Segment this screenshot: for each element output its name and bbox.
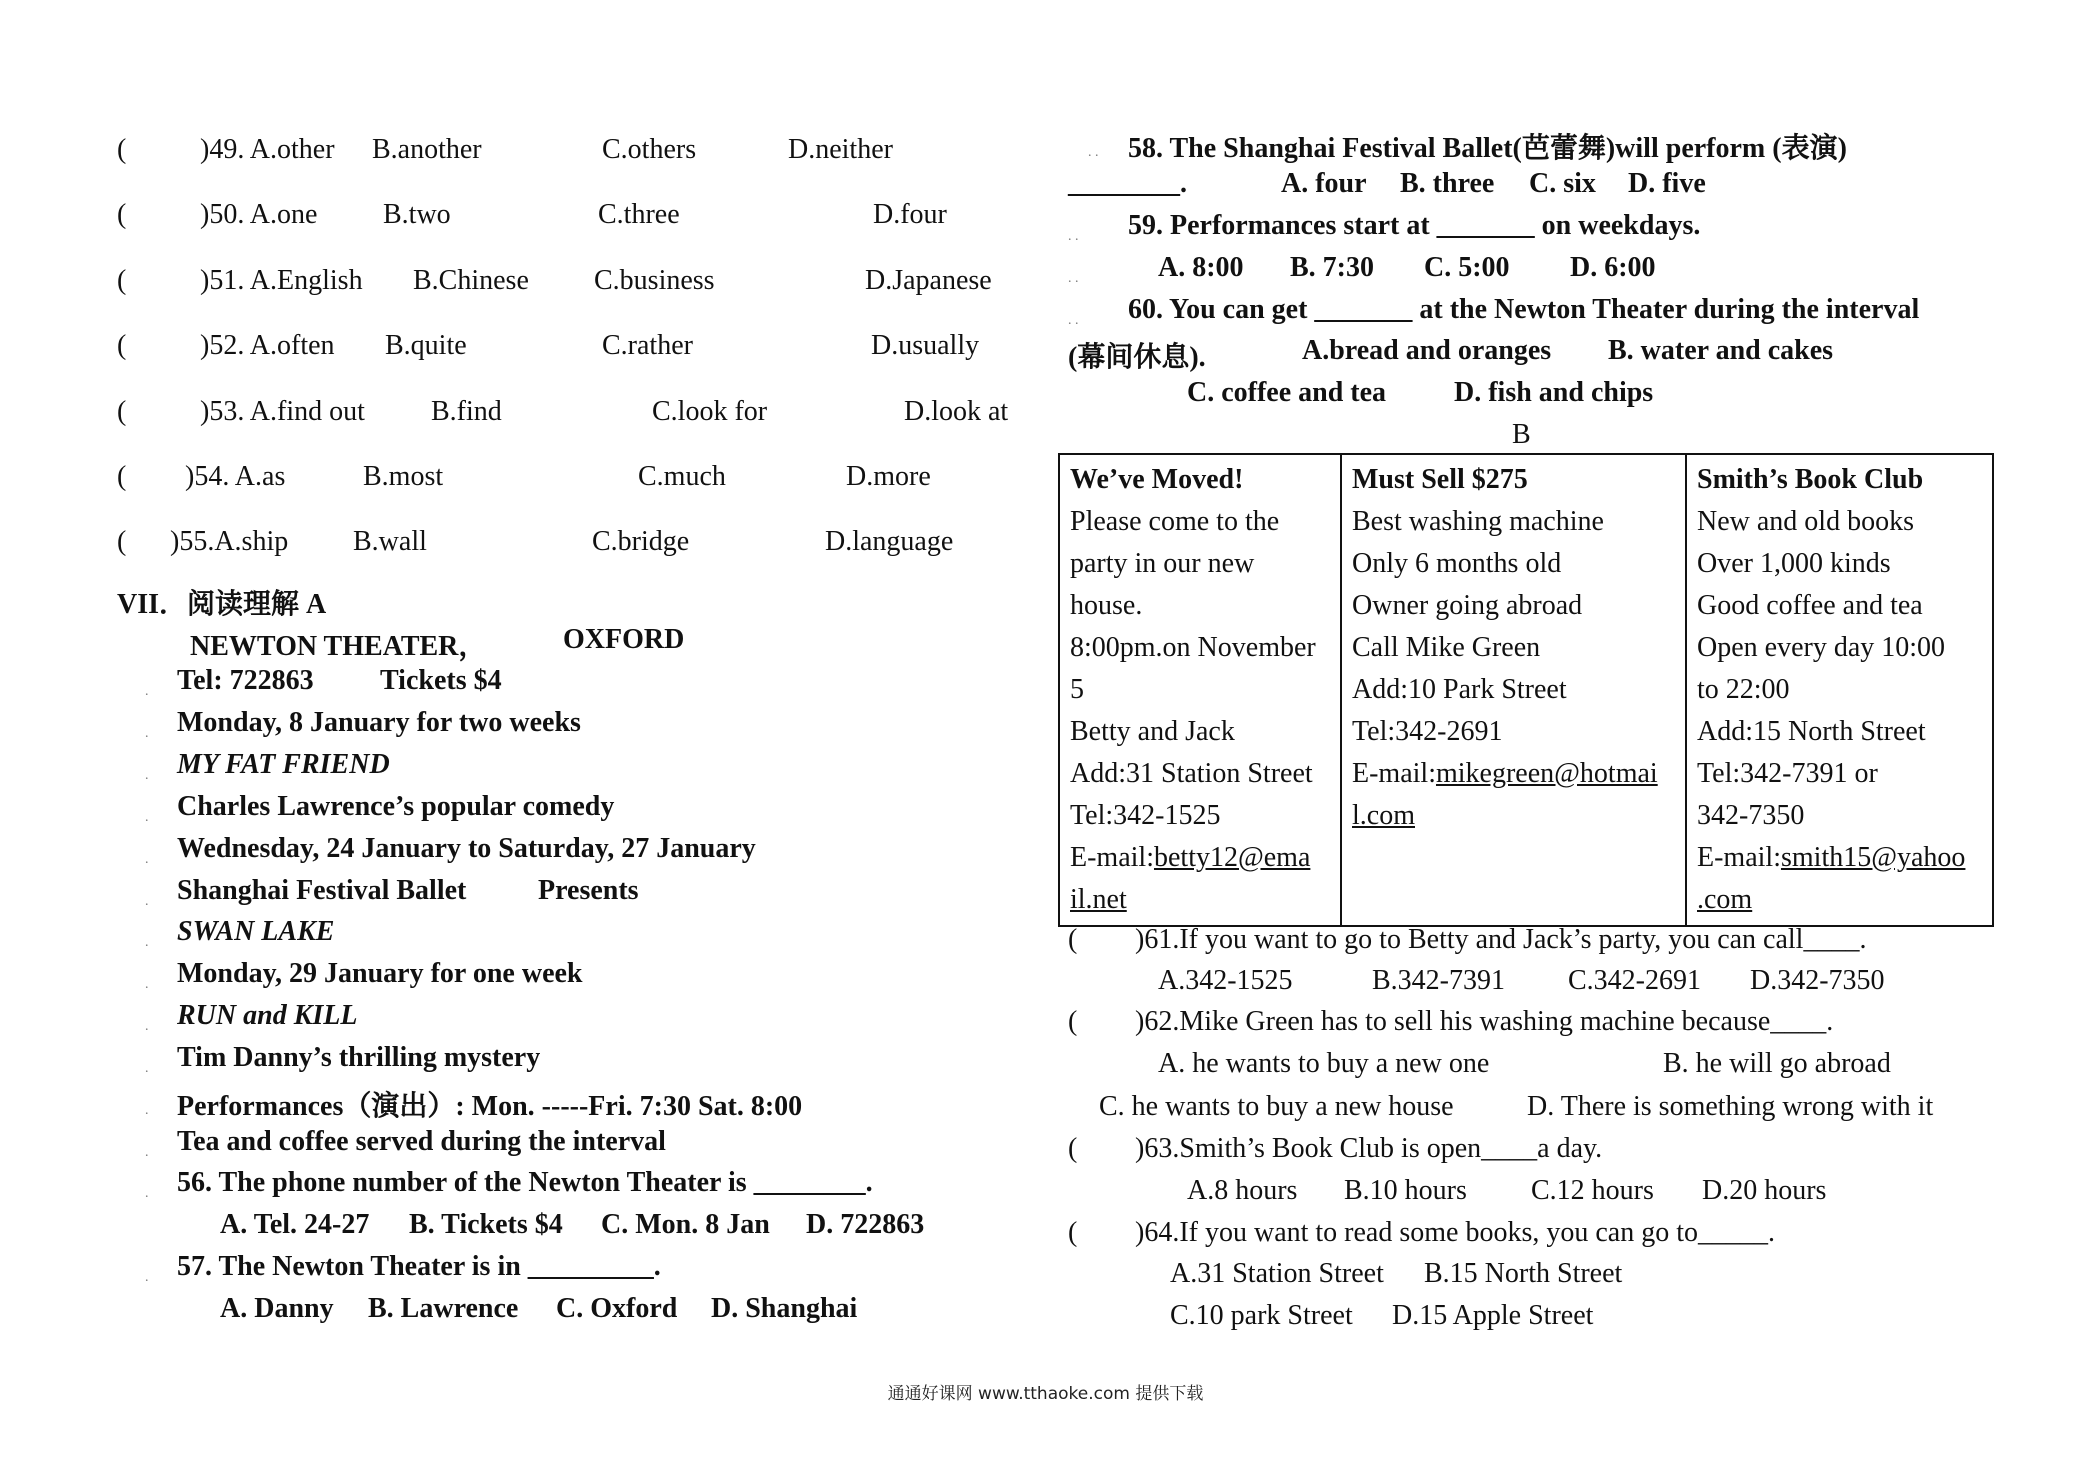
margin-mark: . . (1068, 229, 1079, 244)
ad-email: E-mail:betty12@ema (1070, 842, 1311, 873)
option-c: C.rather (602, 330, 693, 361)
schedule-line: Monday, 29 January for one week (177, 958, 583, 989)
margin-mark: . . (1088, 145, 1099, 160)
question-number: )49. A.other (200, 134, 335, 165)
show-description: Charles Lawrence’s popular comedy (177, 791, 615, 822)
margin-mark: . (145, 768, 149, 783)
option-b: B.wall (353, 526, 427, 557)
margin-mark: . (145, 977, 149, 992)
email-link[interactable]: mikegreen@hotmai (1435, 758, 1658, 789)
ad-line: Add:15 North Street (1697, 716, 1926, 747)
ad-moved (1059, 454, 1341, 926)
footer-credit: 通通好课网 www.tthaoke.com 提供下载 (887, 1384, 1204, 1404)
question-63: )63.Smith’s Book Club is open____a day. (1135, 1133, 1603, 1164)
option-c: C.others (602, 134, 697, 165)
option-d: D. five (1628, 168, 1706, 199)
margin-mark: . (145, 935, 149, 950)
email-link[interactable]: betty12@ema (1153, 842, 1311, 873)
option-b: B. 7:30 (1290, 252, 1374, 283)
option-d: D. There is something wrong with it (1527, 1091, 1934, 1122)
option-c: C.10 park Street (1170, 1300, 1353, 1331)
question-62: )62.Mike Green has to sell his washing machine because____. (1135, 1006, 1834, 1037)
option-d: D.neither (788, 134, 893, 165)
option-c: C. six (1529, 168, 1596, 199)
answer-paren: ( (117, 199, 127, 230)
show-title: SWAN LAKE (177, 916, 335, 947)
option-b: B.Chinese (413, 265, 529, 296)
option-c: C. he wants to buy a new house (1099, 1091, 1454, 1122)
option-d: D.four (873, 199, 947, 230)
question-60-cont: (幕间休息). (1068, 342, 1206, 373)
question-56: 56. The phone number of the Newton Theater is ________. (177, 1167, 873, 1198)
email-link-cont[interactable]: il.net (1070, 884, 1127, 915)
ad-line: Best washing machine (1352, 506, 1604, 537)
question-59: 59. Performances start at _______ on weekdays. (1128, 210, 1701, 241)
option-a: A. four (1281, 168, 1367, 199)
option-b: B.quite (385, 330, 467, 361)
schedule-line: Monday, 8 January for two weeks (177, 707, 581, 738)
ad-line: Only 6 months old (1352, 548, 1562, 579)
option-c: C. coffee and tea (1187, 377, 1387, 408)
option-d: D.language (825, 526, 954, 557)
option-b: B.find (431, 396, 502, 427)
question-number: )51. A.English (200, 265, 363, 296)
margin-mark: . (145, 1270, 149, 1285)
option-d: D.342-7350 (1750, 965, 1885, 996)
option-a: A.342-1525 (1158, 965, 1293, 996)
answer-paren: ( (1068, 1133, 1078, 1164)
question-58: 58. The Shanghai Festival Ballet(芭蕾舞)will perform (表演) (1128, 133, 1847, 164)
ad-line: Call Mike Green (1352, 632, 1541, 663)
option-a: A.31 Station Street (1170, 1258, 1384, 1289)
margin-mark: . (145, 1061, 149, 1076)
theater-name: NEWTON THEATER， (190, 631, 487, 662)
section-title: VII．阅读理解 A (117, 589, 327, 620)
ad-email: E-mail:mikegreen@hotmai (1352, 758, 1658, 789)
ads-table (1058, 453, 1994, 927)
ad-line: Good coffee and tea (1697, 590, 1923, 621)
answer-paren: ( (117, 526, 127, 557)
ad-line: Owner going abroad (1352, 590, 1583, 621)
option-d: D.look at (904, 396, 1009, 427)
theater-tel: Tel: 722863 (177, 665, 314, 696)
option-b: B.most (363, 461, 444, 492)
ad-line: Over 1,000 kinds (1697, 548, 1891, 579)
option-a: A. he wants to buy a new one (1158, 1048, 1490, 1079)
margin-mark: . (145, 810, 149, 825)
option-d: D.20 hours (1702, 1175, 1827, 1206)
option-d: D. 6:00 (1570, 252, 1656, 283)
answer-paren: ( (1068, 1217, 1078, 1248)
option-c: C. Mon. 8 Jan (601, 1209, 770, 1240)
ad-book-club (1686, 454, 1993, 926)
question-number: )54. A.as (185, 461, 286, 492)
option-d: D.15 Apple Street (1392, 1300, 1594, 1331)
option-d: D.Japanese (865, 265, 992, 296)
option-d: D.more (846, 461, 931, 492)
option-a: A. Tel. 24-27 (220, 1209, 370, 1240)
question-60: 60. You can get _______ at the Newton Theater during the interval (1128, 294, 1920, 325)
option-b: B. water and cakes (1608, 335, 1834, 366)
option-b: B. Tickets $4 (409, 1209, 563, 1240)
option-c: C.three (598, 199, 680, 230)
margin-mark: . (145, 684, 149, 699)
part-b-label: B (1512, 419, 1531, 450)
ballet-name: Shanghai Festival Ballet (177, 875, 467, 906)
option-b: B.342-7391 (1372, 965, 1505, 996)
show-title: RUN and KILL (177, 1000, 358, 1031)
performance-times: Performances（演出）: Mon. -----Fri. 7:30 Sat. 8:00 (177, 1091, 803, 1122)
option-b: B.two (383, 199, 451, 230)
answer-paren: ( (1068, 924, 1078, 955)
option-a: A.bread and oranges (1302, 335, 1552, 366)
ad-line: to 22:00 (1697, 674, 1790, 705)
theater-tickets: Tickets $4 (380, 665, 502, 696)
option-c: C.look for (652, 396, 768, 427)
option-b: B.another (372, 134, 482, 165)
ad-line: 8:00pm.on November (1070, 632, 1316, 663)
margin-mark: . (145, 1186, 149, 1201)
question-61: )61.If you want to go to Betty and Jack’s party, you can call____. (1135, 924, 1867, 955)
option-a: A.8 hours (1187, 1175, 1298, 1206)
ad-line: Betty and Jack (1070, 716, 1235, 747)
margin-mark: . (145, 852, 149, 867)
option-d: D. 722863 (806, 1209, 925, 1240)
show-description: Tim Danny’s thrilling mystery (177, 1042, 541, 1073)
question-number: )55.A.ship (170, 526, 289, 557)
show-title: MY FAT FRIEND (177, 749, 390, 780)
ad-line: Tel:342-1525 (1070, 800, 1221, 831)
ad-line: Tel:342-7391 or (1697, 758, 1878, 789)
margin-mark: . . (1068, 271, 1079, 286)
option-d: D.usually (871, 330, 980, 361)
margin-mark: . (145, 726, 149, 741)
option-c: C. 5:00 (1424, 252, 1510, 283)
question-number: )50. A.one (200, 199, 318, 230)
ad-line: house. (1070, 590, 1143, 621)
ad-line: Add:10 Park Street (1352, 674, 1567, 705)
question-number: )52. A.often (200, 330, 335, 361)
margin-mark: . (145, 894, 149, 909)
ad-line: Tel:342-2691 (1352, 716, 1503, 747)
option-c: C.342-2691 (1568, 965, 1701, 996)
question-64: )64.If you want to read some books, you can go to_____. (1135, 1217, 1775, 1248)
margin-mark: . (145, 1019, 149, 1034)
option-b: B. three (1400, 168, 1495, 199)
option-b: B.15 North Street (1424, 1258, 1623, 1289)
ballet-presents: Presents (538, 875, 639, 906)
question-number: )53. A.find out (200, 396, 365, 427)
option-b: B. he will go abroad (1663, 1048, 1891, 1079)
option-d: D. fish and chips (1454, 377, 1654, 408)
answer-paren: ( (117, 461, 127, 492)
schedule-line: Wednesday, 24 January to Saturday, 27 January (177, 833, 756, 864)
ad-email: E-mail:smith15@yahoo (1697, 842, 1966, 873)
margin-mark: . (145, 1103, 149, 1118)
email-link-cont[interactable]: .com (1697, 884, 1753, 915)
ad-title: Smith’s Book Club (1697, 464, 1924, 495)
answer-paren: ( (117, 396, 127, 427)
option-a: A. 8:00 (1158, 252, 1244, 283)
question-57: 57. The Newton Theater is in _________. (177, 1251, 661, 1282)
option-d: D. Shanghai (711, 1293, 858, 1324)
email-link[interactable]: smith15@yahoo (1780, 842, 1966, 873)
ad-line: Add:31 Station Street (1070, 758, 1313, 789)
ad-line: Open every day 10:00 (1697, 632, 1946, 663)
ad-line: 342-7350 (1697, 800, 1805, 831)
ad-title: We’ve Moved! (1070, 464, 1244, 495)
interval-note: Tea and coffee served during the interval (177, 1126, 666, 1157)
theater-city: OXFORD (563, 624, 685, 655)
answer-paren: ( (117, 330, 127, 361)
ad-line: New and old books (1697, 506, 1914, 537)
option-c: C.12 hours (1531, 1175, 1654, 1206)
option-c: C.business (594, 265, 715, 296)
email-link-cont[interactable]: l.com (1352, 800, 1415, 831)
answer-paren: ( (1068, 1006, 1078, 1037)
margin-mark: . (145, 1145, 149, 1160)
margin-mark: . . (1068, 313, 1079, 328)
answer-paren: ( (117, 265, 127, 296)
ad-title: Must Sell $275 (1352, 464, 1528, 495)
option-a: A. Danny (220, 1293, 334, 1324)
option-c: C.bridge (592, 526, 690, 557)
ad-must-sell (1341, 454, 1686, 926)
ad-line: 5 (1070, 674, 1084, 705)
ad-line: party in our new (1070, 548, 1255, 579)
answer-blank: ________. (1068, 168, 1187, 199)
option-b: B. Lawrence (368, 1293, 519, 1324)
option-c: C. Oxford (556, 1293, 678, 1324)
option-c: C.much (638, 461, 726, 492)
option-b: B.10 hours (1344, 1175, 1467, 1206)
answer-paren: ( (117, 134, 127, 165)
ad-line: Please come to the (1070, 506, 1280, 537)
